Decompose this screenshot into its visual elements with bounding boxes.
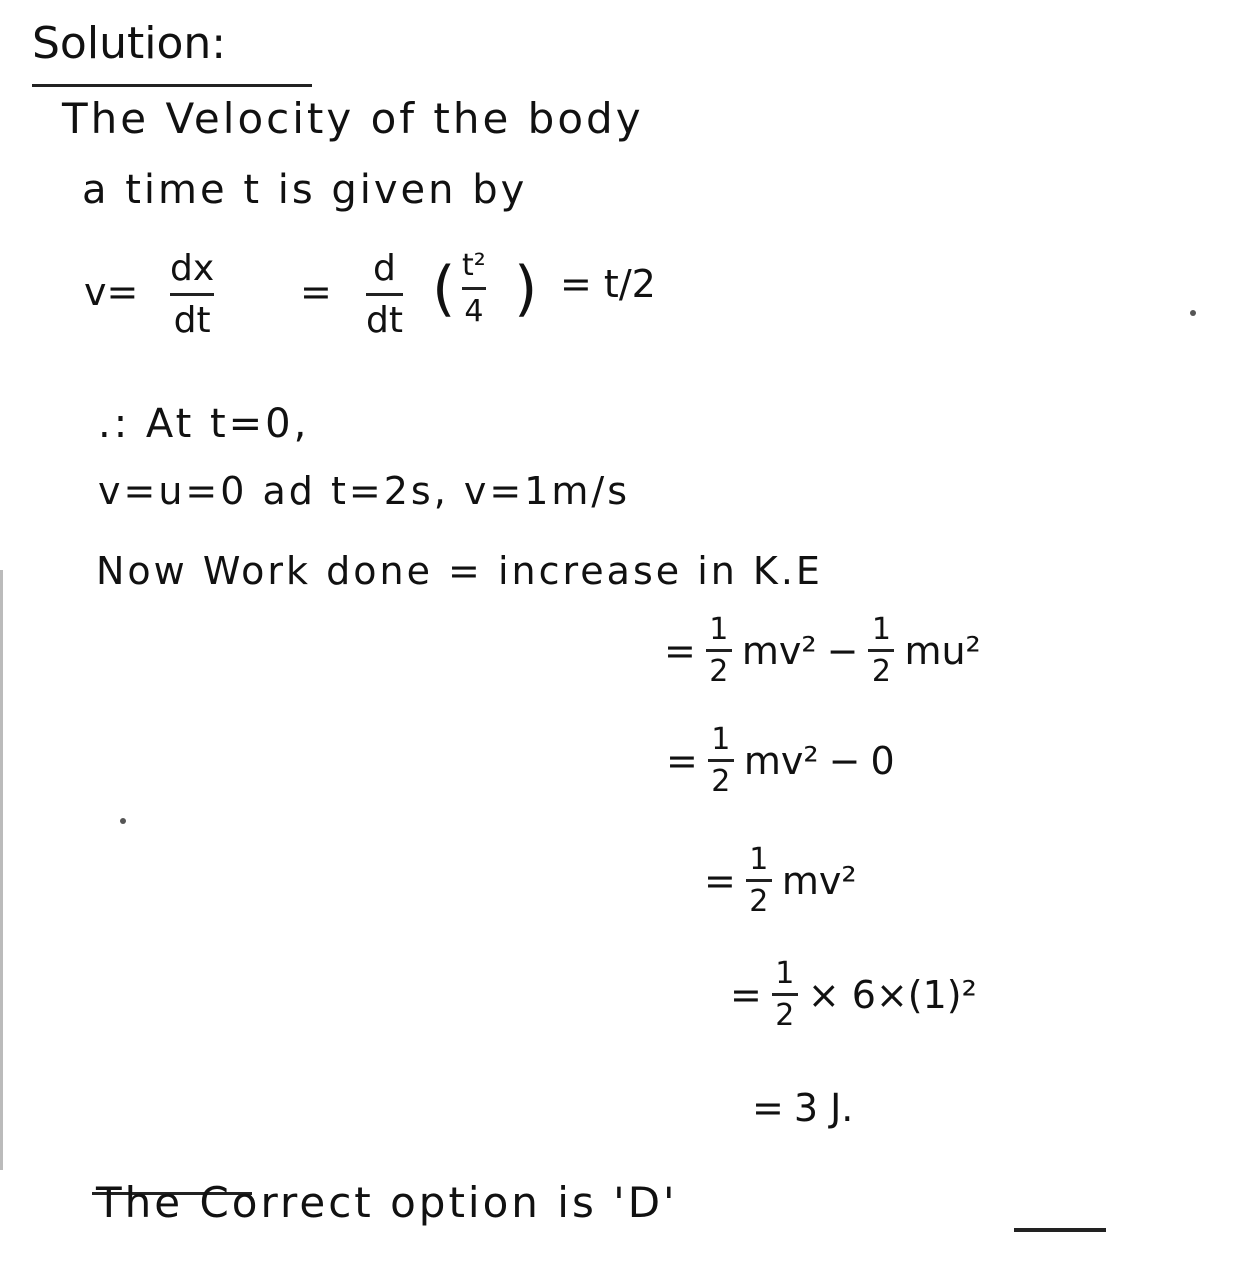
- step-equals: =: [664, 628, 696, 673]
- step-5: [752, 1086, 853, 1130]
- half-fraction: [706, 612, 732, 689]
- half-fraction: [772, 956, 798, 1033]
- final-statement: The Correct option is 'D': [96, 1178, 678, 1227]
- step-4: [730, 956, 977, 1033]
- eq-t2-4-fraction: [462, 248, 486, 329]
- line-velocity-statement: The Velocity of the body: [62, 94, 644, 143]
- fraction-den: 2: [711, 764, 731, 799]
- step-equals: =: [666, 738, 698, 783]
- step-equals: =: [730, 972, 762, 1017]
- minus-sign: −: [826, 628, 859, 673]
- stray-mark: [120, 818, 126, 824]
- mv-squared: mv²: [741, 628, 817, 673]
- eq-equals-1: =: [300, 270, 332, 314]
- fraction-num: 1: [775, 956, 795, 991]
- page-edge-line: [0, 570, 3, 1170]
- eq-t-squared: t²: [462, 248, 486, 283]
- mv-squared: mv²: [781, 858, 857, 903]
- zero-value: 0: [870, 738, 895, 783]
- fraction-num: 1: [709, 612, 729, 647]
- fraction-bar: [170, 293, 214, 296]
- eq-dx: dx: [170, 248, 215, 289]
- step-equals: =: [704, 858, 736, 903]
- eq-close-paren: ): [514, 254, 538, 324]
- eq-dx-dt-fraction: [170, 248, 214, 341]
- mv-squared: mv²: [743, 738, 819, 783]
- fraction-den: 2: [709, 654, 729, 689]
- eq-dt2: dt: [366, 300, 403, 341]
- step-3: [704, 842, 857, 919]
- fraction-bar: [706, 649, 732, 652]
- line-time-given: a time t is given by: [82, 167, 528, 213]
- final-underline-right: [1014, 1228, 1106, 1232]
- fraction-num: 1: [871, 612, 891, 647]
- eq-dt: dt: [173, 300, 211, 341]
- fraction-bar: [746, 879, 772, 882]
- eq-v-equals: v=: [84, 270, 139, 314]
- line-work-done: Now Work done = increase in K.E: [96, 549, 823, 593]
- substitution: × 6×(1)²: [807, 972, 977, 1017]
- line-initial-final-velocity: v=u=0 ad t=2s, v=1m/s: [98, 469, 630, 513]
- eq-d: d: [373, 248, 396, 289]
- half-fraction: [868, 612, 894, 689]
- fraction-num: 1: [749, 842, 769, 877]
- step-equals: =: [752, 1086, 784, 1130]
- minus-sign: −: [828, 738, 861, 783]
- fraction-den: 2: [775, 998, 795, 1033]
- mu-squared: mu²: [904, 628, 981, 673]
- stray-mark: [1190, 310, 1196, 316]
- step-2: [666, 722, 895, 799]
- velocity-equation: [84, 248, 724, 358]
- fraction-bar: [772, 993, 798, 996]
- line-at-t-zero: .: At t=0,: [98, 401, 310, 447]
- half-fraction: [708, 722, 734, 799]
- fraction-bar: [868, 649, 894, 652]
- heading-underline: [32, 84, 312, 87]
- fraction-den: 2: [871, 654, 891, 689]
- fraction-bar: [462, 287, 486, 290]
- final-answer-value: 3 J.: [793, 1086, 854, 1130]
- eq-four: 4: [464, 294, 484, 329]
- eq-d-dt-fraction: [366, 248, 403, 341]
- fraction-bar: [366, 293, 403, 296]
- half-fraction: [746, 842, 772, 919]
- fraction-num: 1: [711, 722, 731, 757]
- solution-heading: Solution:: [32, 18, 227, 69]
- fraction-bar: [708, 759, 734, 762]
- fraction-den: 2: [749, 884, 769, 919]
- eq-result: = t/2: [560, 262, 656, 306]
- step-1: [664, 612, 981, 689]
- eq-open-paren: (: [432, 254, 456, 324]
